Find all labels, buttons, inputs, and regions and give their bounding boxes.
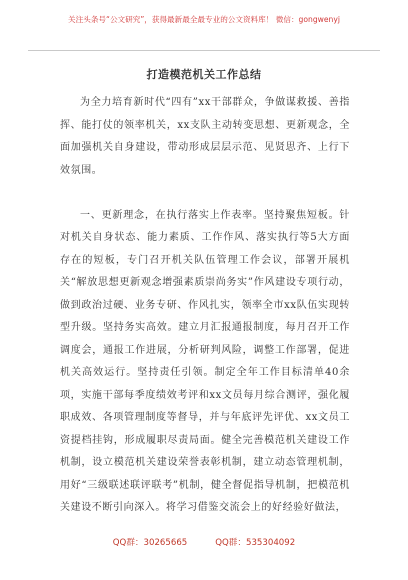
paragraph-spacer: [60, 182, 350, 205]
intro-paragraph: 为全力培育新时代“四有”xx干部群众，争做谋救援、善指挥、能打仗的领率机关，xx支队主动转变思想、更新观念，全面加强机关自身建设，带动形成层层示范、见贤思齐、上行下效氛围。: [60, 97, 350, 176]
header-divider: [28, 50, 380, 51]
section-1-paragraph: 一、更新理念，在执行落实上作表率。坚持聚焦短板。针对机关自身状态、能力素质、工作作风、落实执行等5大方面存在的短板，专门召开机关队伍管理工作会议，部署开展机关“解放思想更新观念增强素质崇尚务实”作风建设专项行动，做到政治过硬、业务专研、作风扎实，领率全市xx队伍实现转型升级。坚持务实高效。建立月汇报通报制度，每月召开工作调度会，通报工作进展，分析研判风险，调整工作部署，促进机关高效运行。坚持责任引领。制定全年工作目标清单40余项，实施干部每季度绩效考评和xx文员每月综合测评，强化履职成效、各项管理制度等督导，并与年底评先评优、xx文员工资提档挂钩，形成履职尽责局面。健全完善模范机关建设工作机制，设立模范机关建设荣誉表彰机制，建立动态管理机制，用好“三级联述联评联考”机制，健全督促指导机制，把模范机关建设不断引向深入。将学习借鉴交流会上的好经验好做法，: [60, 209, 350, 513]
footer-contact: [0, 536, 408, 554]
document-title: 打造模范机关工作总结: [146, 68, 262, 81]
qq-group-1: QQ群：30265665: [112, 538, 188, 548]
document-body: [60, 92, 350, 520]
top-notice-text: 关注头条号“公文研究”，获得最新最全最专业的公文资料库！ 微信：gongwenyj: [68, 14, 340, 24]
top-notice-banner: [0, 0, 408, 38]
qq-group-2: QQ群：535304092: [215, 538, 296, 548]
